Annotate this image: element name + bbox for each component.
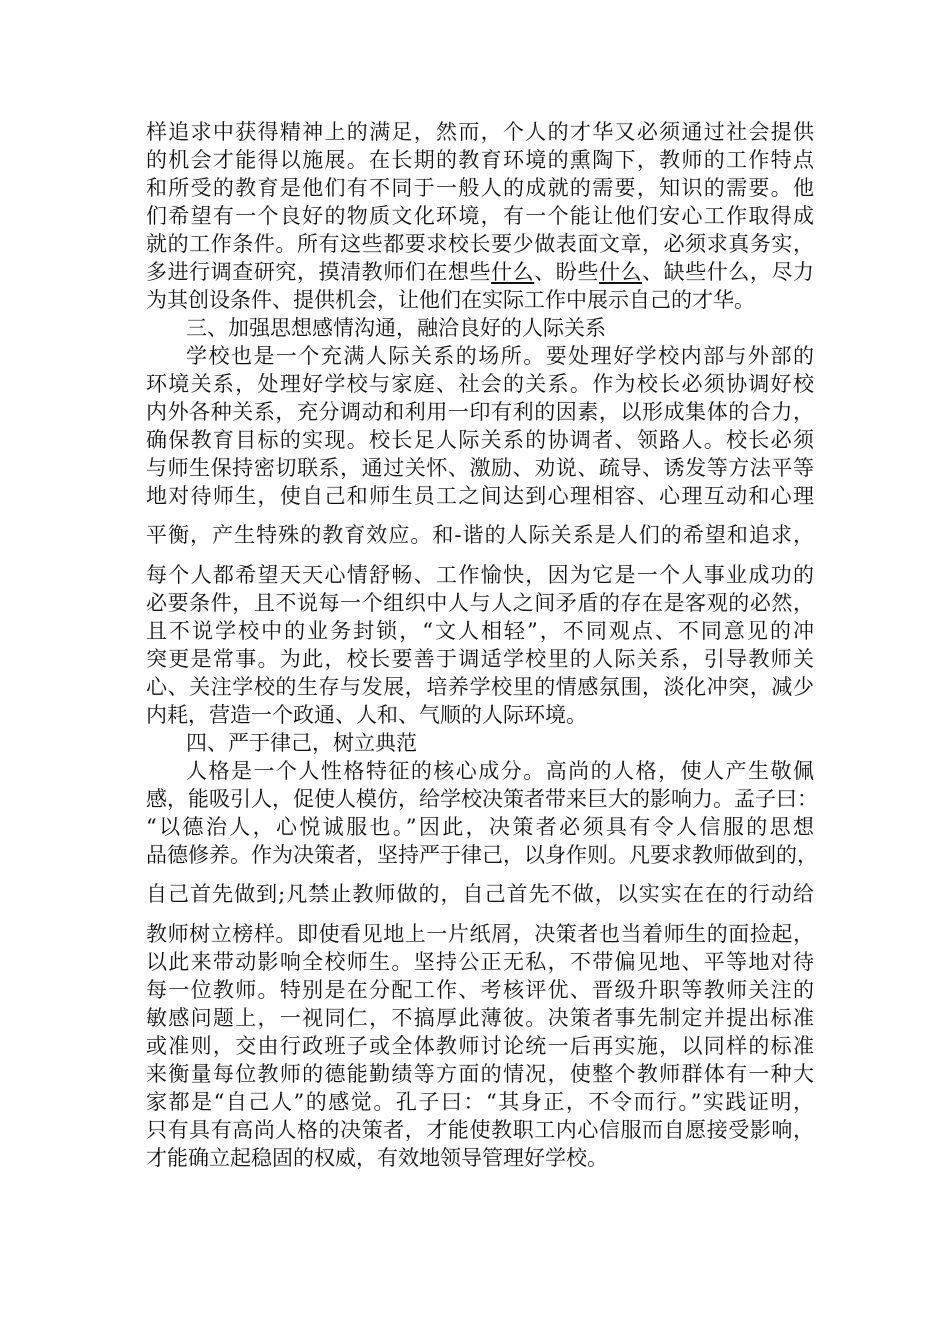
text-line-with-underlines [146,258,814,286]
text-line: 感，能吸引人，促使人模仿，给学校决策者带来巨大的影响力。孟子曰： [146,787,818,811]
text-line: 确保教育目标的实现。校长足人际关系的协调者、领路人。校长必须 [146,428,814,452]
text-line: 学校也是一个充满人际关系的场所。要处理好学校内部与外部的 [186,344,814,368]
text-line: 的机会才能得以施展。在长期的教育环境的熏陶下，教师的工作特点 [146,148,814,172]
text-line: 和所受的教育是他们有不同于一般人的成就的需要，知识的需要。他 [146,176,814,200]
text-line: 以此来带动影响全校师生。坚持公正无私，不带偏见地、平等地对待 [146,950,814,974]
text-line: 敏感问题上，一视同仁，不搞厚此薄彼。决策者事先制定并提出标准 [146,1006,814,1030]
text-line: 人格是一个人性格特征的核心成分。高尚的人格，使人产生敬佩 [186,759,814,783]
text-line: 才能确立起稳固的权威，有效地领导管理好学校。 [146,1146,608,1170]
text-line: 内耗，营造一个政通、人和、气顺的人际环境。 [146,703,587,727]
text-line: 环境关系，处理好学校与家庭、社会的关系。作为校长必须协调好校 [146,372,814,396]
text-line: 教师树立榜样。即使看见地上一片纸屑，决策者也当着师生的面捡起， [146,922,814,946]
text-line: 与师生保持密切联系，通过关怀、激励、劝说、疏导、诱发等方法平等 [146,456,814,480]
text-line: 们希望有一个良好的物质文化环境，有一个能让他们安心工作取得成 [146,204,814,228]
text-line: 家都是“自己人”的感觉。孔子曰：“其身正，不令而行。”实践证明， [146,1090,814,1114]
text-line: 突更是常事。为此，校长要善于调适学校里的人际关系，引导教师关 [146,647,814,671]
text-line: 样追求中获得精神上的满足，然而，个人的才华又必须通过社会提供 [146,120,814,144]
text-line: 必要条件，且不说每一个组织中人与人之间矛盾的存在是客观的必然， [146,591,814,615]
text-line: 内外各种关系，充分调动和利用一印有利的因素，以形成集体的合力， [146,400,814,424]
text-line: 来衡量每位教师的德能勤绩等方面的情况，使整个教师群体有一种大 [146,1062,814,1086]
text-line: 每一位教师。特别是在分配工作、考核评优、晋级升职等教师关注的 [146,978,814,1002]
text-line: 每个人都希望天天心情舒畅、工作愉快，因为它是一个人事业成功的 [146,563,814,587]
text-line: “以德治人，心悦诚服也。”因此，决策者必须具有令人信服的思想 [146,815,814,839]
text-line: 品德修养。作为决策者，坚持严于律己，以身作则。凡要求教师做到的， [146,843,818,867]
text-line: 为其创设条件、提供机会，让他们在实际工作中展示自己的才华。 [146,288,755,312]
text-line: 只有具有高尚人格的决策者，才能使教职工内心信服而自愿接受影响， [146,1118,814,1142]
section-heading: 三、加强思想感情沟通，融洽良好的人际关系 [186,316,606,340]
underlined-word: 什么 [491,260,535,284]
text-line: 地对待师生，使自己和师生员工之间达到心理相容、心理互动和心理 [146,484,814,508]
text-fragment: 多进行调查研究，摸清教师们在想些 [146,260,492,284]
text-line: 平衡，产生特殊的教育效应。和-谐的人际关系是人们的希望和追求， [146,523,814,547]
text-line: 自己首先做到;凡禁止教师做的，自己首先不做，以实实在在的行动给 [146,882,814,906]
underlined-word: 什么 [598,260,643,284]
text-fragment: 、缺些什么，尽力 [642,260,815,284]
section-heading: 四、严于律己，树立典范 [186,731,417,755]
text-line: 且不说学校中的业务封锁，“文人相轻”，不同观点、不同意见的冲 [146,619,814,643]
text-line: 心、关注学校的生存与发展，培养学校里的情感氛围，淡化冲突，减少 [146,675,814,699]
text-line: 就的工作条件。所有这些都要求校长要少做表面文章，必须求真务实， [146,232,814,256]
text-fragment: 、盼些 [534,260,599,284]
text-line: 或准则，交由行政班子或全体教师讨论统一后再实施，以同样的标准 [146,1034,814,1058]
